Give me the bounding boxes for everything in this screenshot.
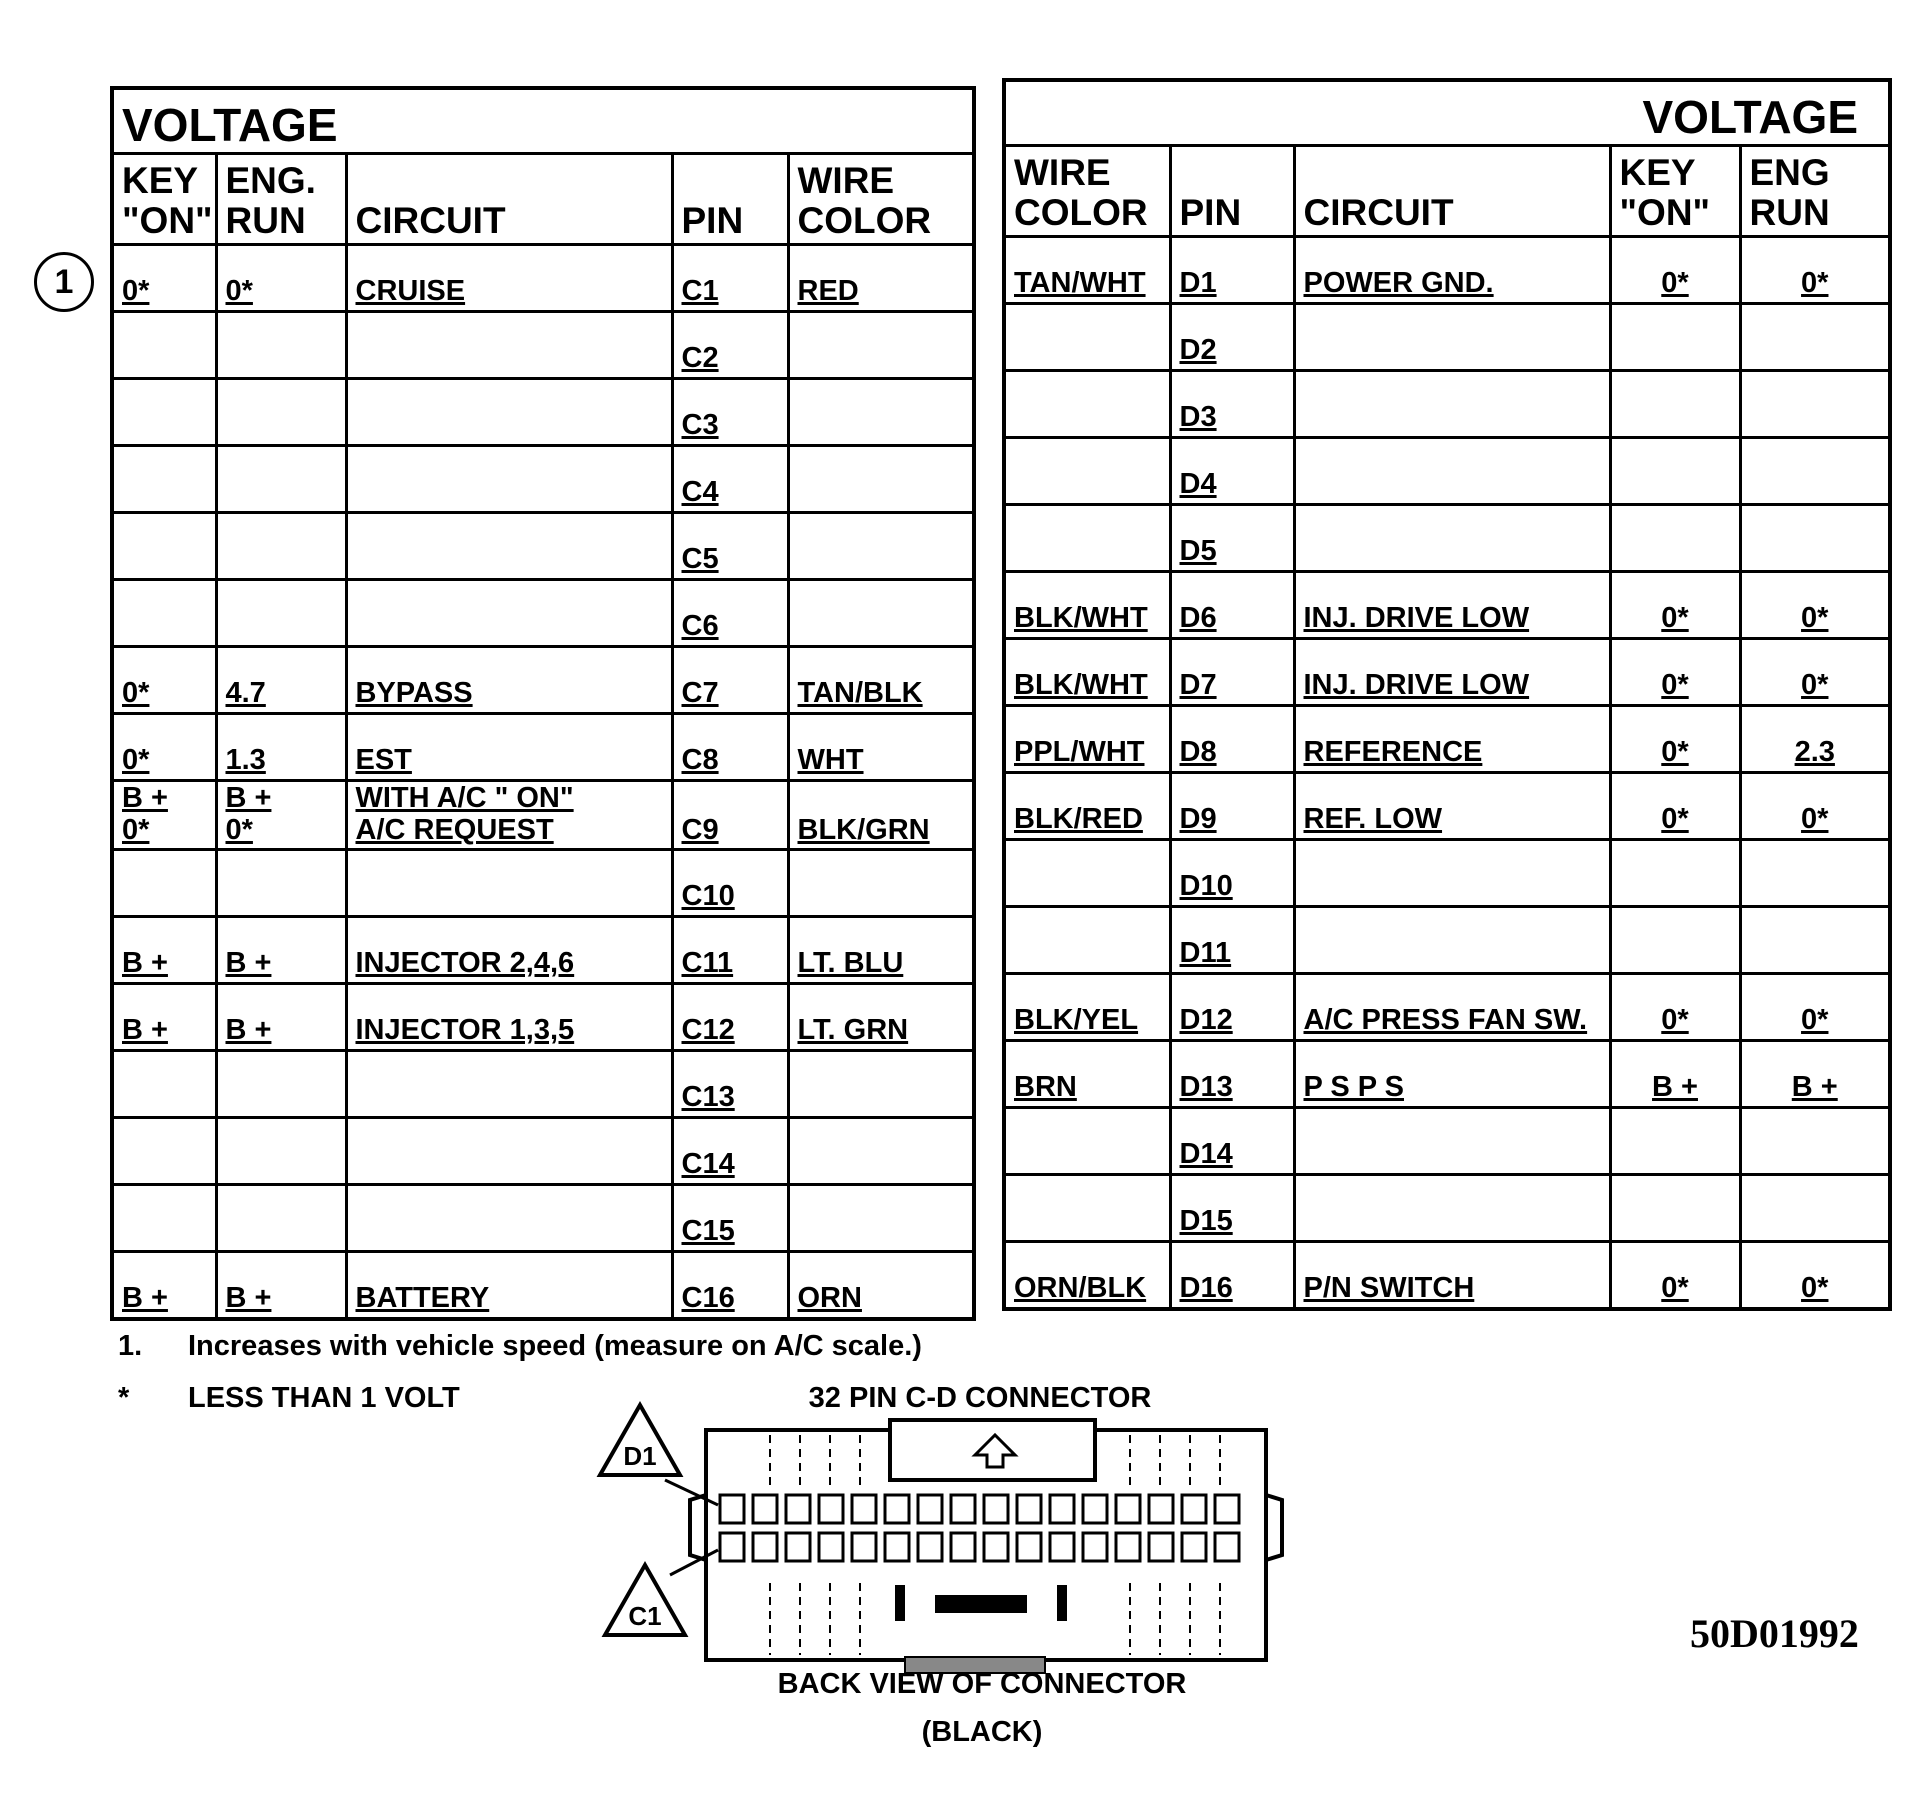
table-row: C5: [112, 513, 974, 580]
voltage-header: VOLTAGE: [112, 88, 974, 154]
table-row: D15: [1004, 1175, 1890, 1242]
table-row: C2: [112, 312, 974, 379]
table-row: BRN D13 P S P S B + B +: [1004, 1041, 1890, 1108]
table-row: D2: [1004, 304, 1890, 371]
note-1-text: Increases with vehicle speed (measure on A/C scale.): [188, 1330, 922, 1362]
table-row: D10: [1004, 840, 1890, 907]
d1-label: D1: [623, 1441, 657, 1471]
connector-caption-line1: BACK VIEW OF CONNECTOR: [777, 1668, 1187, 1700]
table-row: C3: [112, 379, 974, 446]
table-row: C6: [112, 580, 974, 647]
table-row: D4: [1004, 438, 1890, 505]
table-row: C14: [112, 1118, 974, 1185]
key-center: [935, 1595, 1027, 1613]
connector-caption-line2: (BLACK): [921, 1716, 1043, 1748]
table-row: BLK/WHT D6 INJ. DRIVE LOW 0* 0*: [1004, 572, 1890, 639]
voltage-header: VOLTAGE: [1004, 80, 1890, 146]
wire-color-header: WIRE COLOR: [1004, 146, 1170, 237]
connector-diagram: [590, 1395, 1310, 1675]
table-row: C10: [112, 850, 974, 917]
key-left: [895, 1585, 905, 1621]
key-right: [1057, 1585, 1067, 1621]
table-row: 0* 1.3 EST C8 WHT: [112, 714, 974, 781]
eng-run-header: ENG RUN: [1740, 146, 1890, 237]
table-row: PPL/WHT D8 REFERENCE 0* 2.3: [1004, 706, 1890, 773]
table-row: BLK/WHT D7 INJ. DRIVE LOW 0* 0*: [1004, 639, 1890, 706]
table-row: TAN/WHT D1 POWER GND. 0* 0*: [1004, 237, 1890, 304]
table-row: B + B + BATTERY C16 ORN: [112, 1252, 974, 1320]
eng-run-header: ENG. RUN: [216, 154, 346, 245]
diagram-id: 50D01992: [1690, 1611, 1859, 1656]
pin-header: PIN: [1170, 146, 1294, 237]
left-pinout-table: [110, 86, 976, 1321]
left-ear: [690, 1495, 706, 1560]
table-row: BLK/RED D9 REF. LOW 0* 0*: [1004, 773, 1890, 840]
table-row: B + B + INJECTOR 1,3,5 C12 LT. GRN: [112, 984, 974, 1051]
table-row: 0* 4.7 BYPASS C7 TAN/BLK: [112, 647, 974, 714]
key-on-header: KEY "ON": [1610, 146, 1740, 237]
key-on-header: KEY "ON": [112, 154, 216, 245]
table-row: ORN/BLK D16 P/N SWITCH 0* 0*: [1004, 1242, 1890, 1310]
table-row: B + B + INJECTOR 2,4,6 C11 LT. BLU: [112, 917, 974, 984]
table-row: BLK/YEL D12 A/C PRESS FAN SW. 0* 0*: [1004, 974, 1890, 1041]
note-star-text: LESS THAN 1 VOLT: [188, 1382, 460, 1414]
table-row: D14: [1004, 1108, 1890, 1175]
table-row: C4: [112, 446, 974, 513]
c1-label: C1: [628, 1601, 662, 1631]
table-row: D5: [1004, 505, 1890, 572]
circuit-header: CIRCUIT: [1294, 146, 1610, 237]
table-row: D3: [1004, 371, 1890, 438]
table-row: D11: [1004, 907, 1890, 974]
circuit-header: CIRCUIT: [346, 154, 672, 245]
note-1-label: 1.: [118, 1330, 143, 1362]
table-row: B + 0* B + 0* WITH A/C " ON" A/C REQUEST C9 BLK/GRN: [112, 781, 974, 850]
right-ear: [1266, 1495, 1282, 1560]
pin-header: PIN: [672, 154, 788, 245]
footnote-marker-1: 1: [34, 252, 94, 312]
note-star-label: *: [118, 1382, 130, 1414]
wire-color-header: WIRE COLOR: [788, 154, 974, 245]
table-row: 0* 0* CRUISE C1 RED: [112, 245, 974, 312]
right-pinout-table: [1002, 78, 1892, 1311]
connector-title: 32 PIN C-D CONNECTOR: [808, 1382, 1152, 1414]
table-row: C13: [112, 1051, 974, 1118]
table-row: C15: [112, 1185, 974, 1252]
